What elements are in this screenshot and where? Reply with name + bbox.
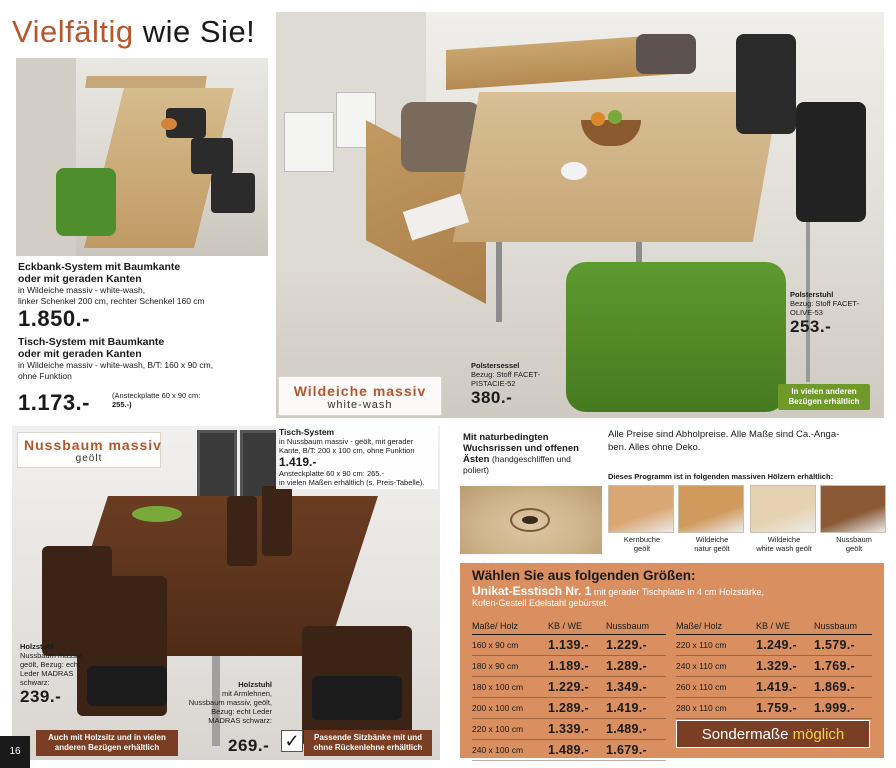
holzstuhl-right-spec-2: Nussbaum massiv, geölt, <box>188 698 272 707</box>
badge-holzsitz-line-2: anderen Bezügen erhältlich <box>54 743 160 752</box>
bench-back <box>85 76 207 88</box>
table-row <box>472 634 666 655</box>
eckbank-spec-2: linker Schenkel 200 cm, rechter Schenkel 160 cm <box>18 296 205 306</box>
photo-wood-knot <box>460 486 602 554</box>
price-cell: 1.999.- <box>814 697 872 718</box>
holzstuhl-right-title: Holzstuhl <box>238 680 272 689</box>
holzstuhl-left-info <box>20 642 90 706</box>
polstersessel-info <box>471 361 561 407</box>
table-row <box>472 655 666 676</box>
size-cell: 160 x 90 cm <box>472 634 548 655</box>
table-row <box>472 718 666 739</box>
col-header: Maße/ Holz <box>472 620 548 634</box>
holzstuhl-right-spec-4: MADRAS schwarz: <box>208 716 272 725</box>
holzstuhl-left-spec-4: schwarz: <box>20 678 50 687</box>
price-cell: 1.759.- <box>756 697 814 718</box>
chair-dark <box>796 102 866 222</box>
tisch-ansteckplatte-note <box>112 391 232 409</box>
natur-line-2: Wuchsrissen und offenen <box>463 443 579 454</box>
wood-sample-swatch <box>820 485 886 533</box>
natur-line-3: Ästen <box>463 454 490 465</box>
price-cell: 1.249.- <box>756 634 814 655</box>
polstersessel-fabric: Bezug: Stoff FACET- <box>471 370 541 379</box>
fruit-bowl <box>161 118 177 130</box>
tisch-nussbaum-title: Tisch-System <box>279 427 335 437</box>
holzstuhl-left-spec: Nussbaum massiv, <box>20 651 83 660</box>
col-header: Maße/ Holz <box>676 620 756 634</box>
size-cell: 240 x 100 cm <box>472 739 548 760</box>
eckbank-title: Eckbank-System mit Baumkante <box>18 261 181 273</box>
table-leg <box>496 242 502 322</box>
price-cell: 1.229.- <box>606 634 666 655</box>
polstersessel-fabric-2: PISTACIE-52 <box>471 379 516 388</box>
size-cell: 280 x 110 cm <box>676 697 756 718</box>
price-disclaimer <box>608 428 886 454</box>
holzstuhl-left-price: 239.- <box>20 687 62 706</box>
eckbank-description <box>18 261 273 331</box>
tisch-note-line: (Ansteckplatte 60 x 90 cm: <box>112 391 201 400</box>
wildeiche-title: Wildeiche massiv <box>293 383 427 399</box>
polsterstuhl-fabric: Bezug: Stoff FACET- <box>790 299 860 308</box>
chair-dark <box>736 34 796 134</box>
size-table-right <box>676 620 872 719</box>
price-cell: 1.189.- <box>548 655 606 676</box>
disclaimer-line: Alle Preise sind Abholpreise. Alle Maße sind Ca.-Anga- <box>608 429 840 440</box>
polsterstuhl-info <box>790 290 880 336</box>
table-row <box>676 676 872 697</box>
tisch-note-price: 255.-) <box>112 400 132 409</box>
natur-rest: (handgeschliffen und <box>492 454 571 464</box>
price-cell: 1.339.- <box>548 718 606 739</box>
apple <box>608 110 622 124</box>
tisch-price: 1.173.- <box>18 390 90 415</box>
wildeiche-subtitle: white-wash <box>327 399 393 411</box>
price-cell: 1.289.- <box>548 697 606 718</box>
tisch-title-2: oder mit geraden Kanten <box>18 348 142 360</box>
price-cell: 1.419.- <box>606 697 666 718</box>
polsterstuhl-title: Polsterstuhl <box>790 290 834 299</box>
wood-sample-swatch <box>608 485 674 533</box>
table-row <box>676 655 872 676</box>
chair-dark <box>191 138 233 174</box>
plate <box>561 162 587 180</box>
tisch-nussbaum-spec-2: Kante, B/T: 200 x 100 cm, ohne Funktion <box>279 446 415 455</box>
sample-label: Kernbuche <box>623 535 661 544</box>
badge-holzsitz <box>36 730 178 756</box>
headline-accent: Vielfältig <box>12 14 134 49</box>
badge-line-2: Bezügen erhältlich <box>788 397 860 406</box>
cushion <box>636 34 696 74</box>
sample-wildeiche-natur <box>678 485 746 553</box>
sonder-highlight: möglich <box>788 726 845 743</box>
size-sub-rest: mit gerader Tischplatte in 4 cm Holzstärke, <box>591 587 764 597</box>
size-cell: 200 x 100 cm <box>472 697 548 718</box>
sample-label: Nussbaum <box>836 535 872 544</box>
sample-label: Wildeiche <box>695 535 729 544</box>
page-number: 16 <box>0 736 30 768</box>
wood-sample-swatch <box>750 485 816 533</box>
eckbank-spec: in Wildeiche massiv - white-wash, <box>18 285 146 295</box>
chair-dark <box>211 173 255 213</box>
chair-seat-leather <box>312 676 402 720</box>
price-cell: 1.229.- <box>548 676 606 697</box>
price-cell: 1.419.- <box>756 676 814 697</box>
nussbaum-label <box>17 432 161 468</box>
price-cell: 1.139.- <box>548 634 606 655</box>
orange <box>591 112 605 126</box>
size-subtitle <box>472 586 872 609</box>
col-header: Nussbaum <box>606 620 666 634</box>
table-row <box>472 697 666 718</box>
holzstuhl-left-spec-2: geölt, Bezug: echt <box>20 660 81 669</box>
natur-line-4: poliert) <box>463 465 489 475</box>
holzstuhl-right-spec: mit Armlehnen, <box>221 689 272 698</box>
badge-holzsitz-line: Auch mit Holzsitz und in vielen <box>48 733 166 742</box>
price-cell: 1.679.- <box>606 739 666 760</box>
photo-eckbank-overview <box>16 58 268 256</box>
size-cell: 180 x 100 cm <box>472 676 548 697</box>
holzstuhl-left-title: Holzstuhl <box>20 642 54 651</box>
polsterstuhl-fabric-2: OLIVE-53 <box>790 308 823 317</box>
size-table-left <box>472 620 666 761</box>
wildeiche-label <box>278 376 442 416</box>
size-title: Wählen Sie aus folgenden Größen: <box>472 568 696 583</box>
photo-wildeiche-dining <box>276 12 884 418</box>
sample-nussbaum <box>820 485 888 553</box>
size-cell: 180 x 90 cm <box>472 655 548 676</box>
table-row <box>472 676 666 697</box>
size-cell: 260 x 110 cm <box>676 676 756 697</box>
knot-center <box>522 516 538 524</box>
tisch-nussbaum-info <box>276 426 438 489</box>
chair-green <box>56 168 116 236</box>
size-sub-bold: Unikat-Esstisch Nr. 1 <box>472 584 592 598</box>
col-header: KB / WE <box>756 620 814 634</box>
sample-label: Wildeiche <box>767 535 801 544</box>
holzstuhl-left-spec-3: Leder MADRAS <box>20 669 74 678</box>
polsterstuhl-price: 253.- <box>790 317 832 336</box>
green-bowl <box>132 506 182 522</box>
eckbank-price: 1.850.- <box>18 306 90 331</box>
price-cell: 1.869.- <box>814 676 872 697</box>
eckbank-title-2: oder mit geraden Kanten <box>18 273 142 285</box>
page-headline <box>12 14 255 50</box>
polstersessel-title: Polstersessel <box>471 361 520 370</box>
price-cell: 1.349.- <box>606 676 666 697</box>
sample-wildeiche-whitewash <box>750 485 818 553</box>
sample-label-2: geölt <box>845 544 863 553</box>
holzstuhl-right-price: 269.- <box>228 736 270 755</box>
size-cell: 240 x 110 cm <box>676 655 756 676</box>
chair-wood <box>262 486 292 556</box>
wood-sample-swatch <box>678 485 744 533</box>
sample-label-2: geölt <box>633 544 651 553</box>
size-cell: 220 x 100 cm <box>472 718 548 739</box>
holzstuhl-right-spec-3: Bezug: echt Leder <box>211 707 272 716</box>
size-cell: 220 x 110 cm <box>676 634 756 655</box>
polstersessel-price: 380.- <box>471 388 513 407</box>
size-sub-line-2: Kufen-Gestell Edelstahl gebürstet. <box>472 598 609 608</box>
nussbaum-subtitle: geölt <box>75 453 103 464</box>
sondermasse-banner <box>676 720 870 748</box>
holzstuhl-right-info <box>172 680 272 725</box>
price-cell: 1.329.- <box>756 655 814 676</box>
price-cell: 1.579.- <box>814 634 872 655</box>
badge-sitzbaenke <box>304 730 432 756</box>
col-header: KB / WE <box>548 620 606 634</box>
sample-label-2: natur geölt <box>694 544 730 553</box>
badge-other-fabrics <box>778 384 870 410</box>
programm-title: Dieses Programm ist in folgenden massiven Hölzern erhältlich: <box>608 472 834 481</box>
tisch-spec-2: ohne Funktion <box>18 371 72 381</box>
badge-sitzbaenke-line: Passende Sitzbänke mit und <box>313 733 423 742</box>
sample-kernbuche <box>608 485 676 553</box>
badge-line: In vielen anderen <box>791 387 857 396</box>
disclaimer-line-2: ben. Alles ohne Deko. <box>608 442 701 453</box>
sonder-label: Sondermaße <box>701 726 789 743</box>
picture-frame <box>284 112 334 172</box>
price-cell: 1.489.- <box>606 718 666 739</box>
tisch-nussbaum-ansteck: Ansteckplatte 60 x 90 cm: 265.- <box>279 469 385 478</box>
price-cell: 1.289.- <box>606 655 666 676</box>
price-cell: 1.489.- <box>548 739 606 760</box>
badge-sitzbaenke-line-2: ohne Rückenlehne erhältlich <box>313 743 423 752</box>
headline-rest: wie Sie! <box>142 14 256 49</box>
natur-line: Mit naturbedingten <box>463 432 549 443</box>
col-header: Nussbaum <box>814 620 872 634</box>
tisch-nussbaum-spec: in Nussbaum massiv - geölt, mit gerader <box>279 437 414 446</box>
chair-wood <box>227 496 257 566</box>
armchair-green <box>566 262 786 412</box>
tisch-title: Tisch-System mit Baumkante <box>18 336 165 348</box>
table-row <box>676 634 872 655</box>
tisch-description <box>18 336 273 382</box>
tisch-nussbaum-price: 1.419.- <box>279 455 317 469</box>
nussbaum-title: Nussbaum massiv <box>24 437 162 453</box>
sample-label-2: white wash geölt <box>756 544 812 553</box>
checkmark-icon: ✓ <box>281 730 303 752</box>
tisch-nussbaum-sizes-note: in vielen Maßen erhältlich (s. Preis-Tabelle). <box>279 478 425 487</box>
table-row <box>676 697 872 718</box>
price-cell: 1.769.- <box>814 655 872 676</box>
natur-note <box>463 432 603 476</box>
chair-seat-leather <box>87 666 167 706</box>
table-row <box>472 739 666 760</box>
tisch-spec: in Wildeiche massiv - white-wash, B/T: 160 x 90 cm, <box>18 360 214 370</box>
